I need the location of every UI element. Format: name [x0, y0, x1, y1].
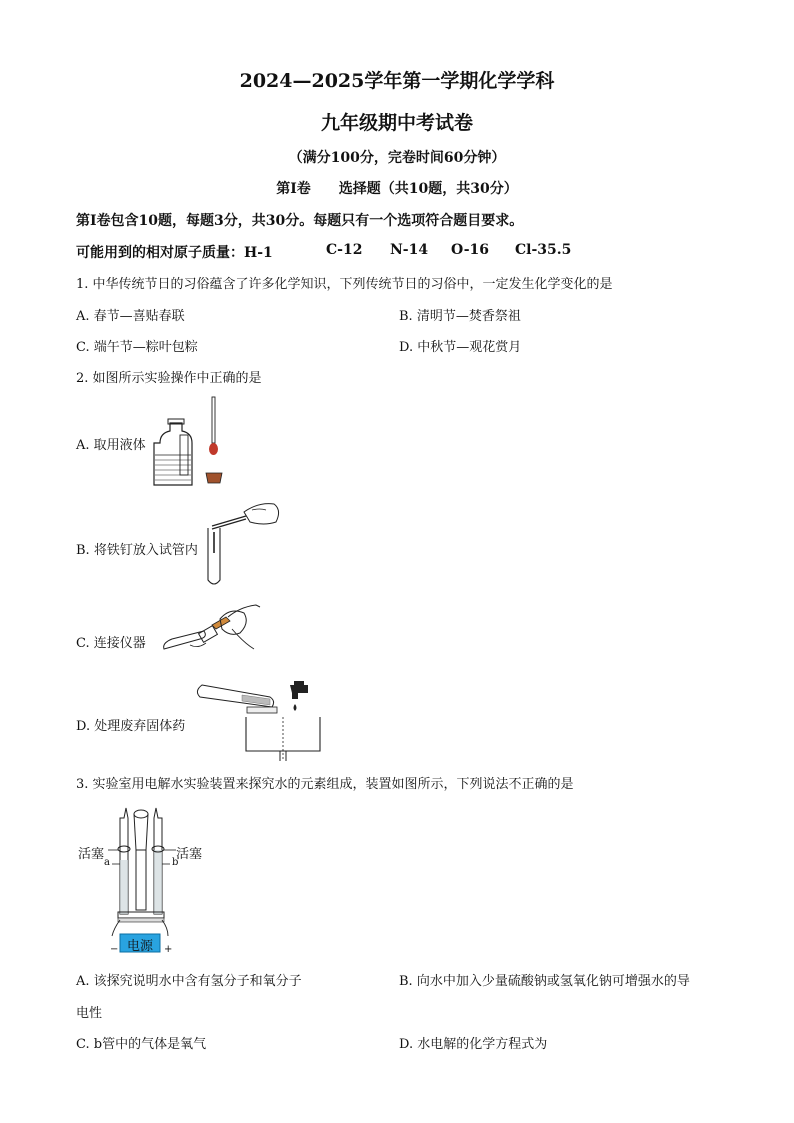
q3-stem: 3. 实验室用电解水实验装置来探究水的元素组成，装置如图所示，下列说法不正确的是 — [76, 777, 574, 792]
q3-option-d: D. 水电解的化学方程式为 — [399, 1037, 548, 1052]
q2-option-d: D. 处理废弃固体药 — [76, 719, 186, 734]
connect-apparatus-figure — [160, 603, 270, 663]
q3-option-b: B. 向水中加入少量硫酸钠或氢氧化钠可增强水的导 — [399, 974, 690, 989]
q2-option-b: B. 将铁钉放入试管内 — [76, 543, 198, 558]
q1-option-b: B. 清明节—焚香祭祖 — [399, 309, 521, 324]
stopcock-left-label: 活塞 — [78, 847, 105, 862]
tube-b-label: b — [172, 857, 179, 868]
atomic-mass-cl: Cl-35.5 — [515, 242, 572, 258]
atomic-mass-row — [76, 242, 273, 262]
q3-option-a: A. 该探究说明水中含有氢分子和氧分子 — [76, 974, 302, 989]
power-source-label: 电源 — [126, 939, 153, 954]
electrolysis-apparatus-figure — [76, 800, 236, 960]
q3-option-c: C. b管中的气体是氧气 — [76, 1037, 207, 1052]
test-tube-iron-nail-figure — [200, 498, 285, 590]
atomic-mass-c: C-12 — [326, 242, 363, 258]
power-minus-label: − — [110, 944, 119, 955]
tube-a-label: a — [104, 857, 110, 868]
q2-option-c: C. 连接仪器 — [76, 636, 146, 651]
q2-option-a: A. 取用液体 — [76, 438, 146, 453]
atomic-mass-label: 可能用到的相对原子质量： — [76, 245, 244, 261]
q1-option-d: D. 中秋节—观花赏月 — [399, 340, 522, 355]
atomic-mass-h: H-1 — [244, 245, 273, 261]
section-title: 第Ⅰ卷 选择题（共10题，共30分） — [276, 181, 518, 197]
atomic-mass-n: N-14 — [390, 242, 429, 258]
dispose-waste-solid-figure — [192, 677, 332, 762]
exam-title-line2: 九年级期中考试卷 — [320, 112, 473, 134]
reagent-bottle-dropper-figure — [150, 393, 230, 488]
atomic-mass-o: O-16 — [451, 242, 490, 258]
q3-option-b-continued: 电性 — [76, 1006, 103, 1021]
instructions: 第Ⅰ卷包含10题，每题3分，共30分。每题只有一个选项符合题目要求。 — [76, 213, 524, 229]
q1-option-c: C. 端午节—粽叶包粽 — [76, 340, 198, 355]
q1-option-a: A. 春节—喜贴春联 — [76, 309, 185, 324]
exam-title-line1: 2024—2025学年第一学期化学学科 — [239, 70, 555, 92]
stopcock-right-label: 活塞 — [176, 847, 203, 862]
q2-stem: 2. 如图所示实验操作中正确的是 — [76, 371, 262, 386]
power-plus-label: + — [164, 944, 173, 955]
exam-subtitle: （满分100分，完卷时间60分钟） — [288, 150, 506, 166]
q1-stem: 1. 中华传统节日的习俗蕴含了许多化学知识，下列传统节日的习俗中，一定发生化学变化的是 — [76, 277, 613, 292]
